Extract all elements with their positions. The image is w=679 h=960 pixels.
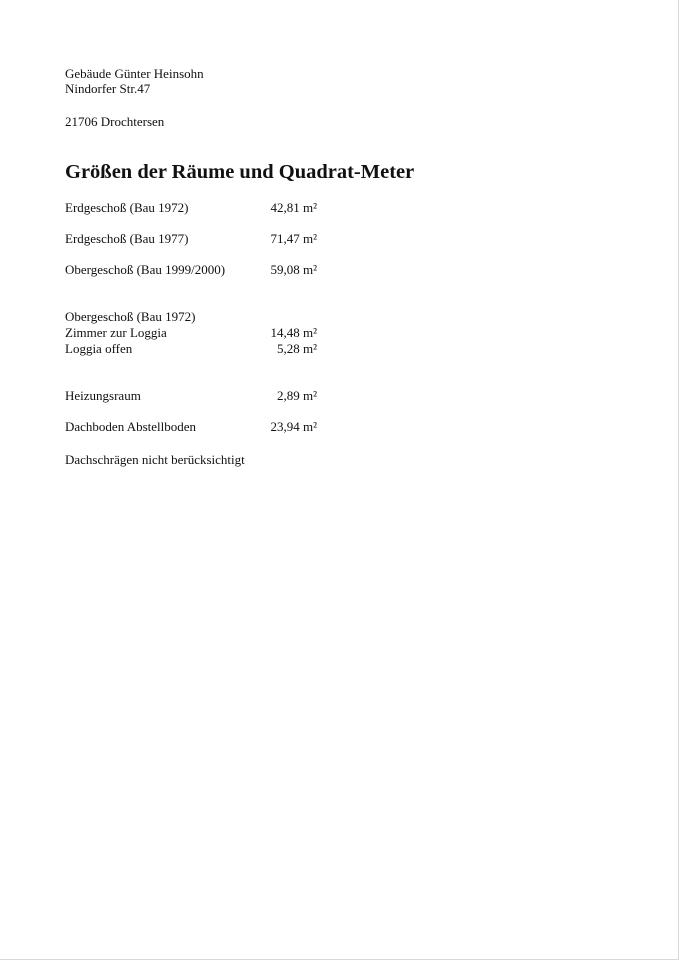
room-area: 23,94 m²: [270, 419, 317, 434]
room-area: 71,47 m²: [270, 231, 317, 246]
room-row: [65, 200, 317, 215]
room-label: Erdgeschoß (Bau 1977): [65, 231, 189, 246]
section-heading-og1972: Obergeschoß (Bau 1972): [65, 309, 196, 324]
page-title: Größen der Räume und Quadrat-Meter: [65, 161, 415, 183]
room-area: 2,89 m²: [276, 388, 317, 403]
room-label: Erdgeschoß (Bau 1972): [65, 200, 189, 215]
address-building: Gebäude Günter Heinsohn: [65, 66, 204, 81]
room-row: [65, 419, 317, 434]
footnote: Dachschrägen nicht berücksichtigt: [65, 452, 245, 467]
room-label: Zimmer zur Loggia: [65, 325, 167, 340]
room-area: 14,48 m²: [270, 325, 317, 340]
room-area: 42,81 m²: [270, 200, 317, 215]
room-area: 5,28 m²: [276, 341, 317, 356]
room-row: [65, 341, 317, 356]
room-row: [65, 388, 317, 403]
room-row: [65, 262, 317, 277]
room-label: Obergeschoß (Bau 1999/2000): [65, 262, 226, 277]
room-area: 59,08 m²: [270, 262, 317, 277]
room-label: Dachboden Abstellboden: [65, 419, 197, 434]
room-row: [65, 325, 317, 340]
room-label: Heizungsraum: [65, 388, 141, 403]
address-city: 21706 Drochtersen: [65, 114, 165, 129]
address-street: Nindorfer Str.47: [65, 81, 151, 96]
room-row: [65, 231, 317, 246]
room-label: Loggia offen: [65, 341, 133, 356]
